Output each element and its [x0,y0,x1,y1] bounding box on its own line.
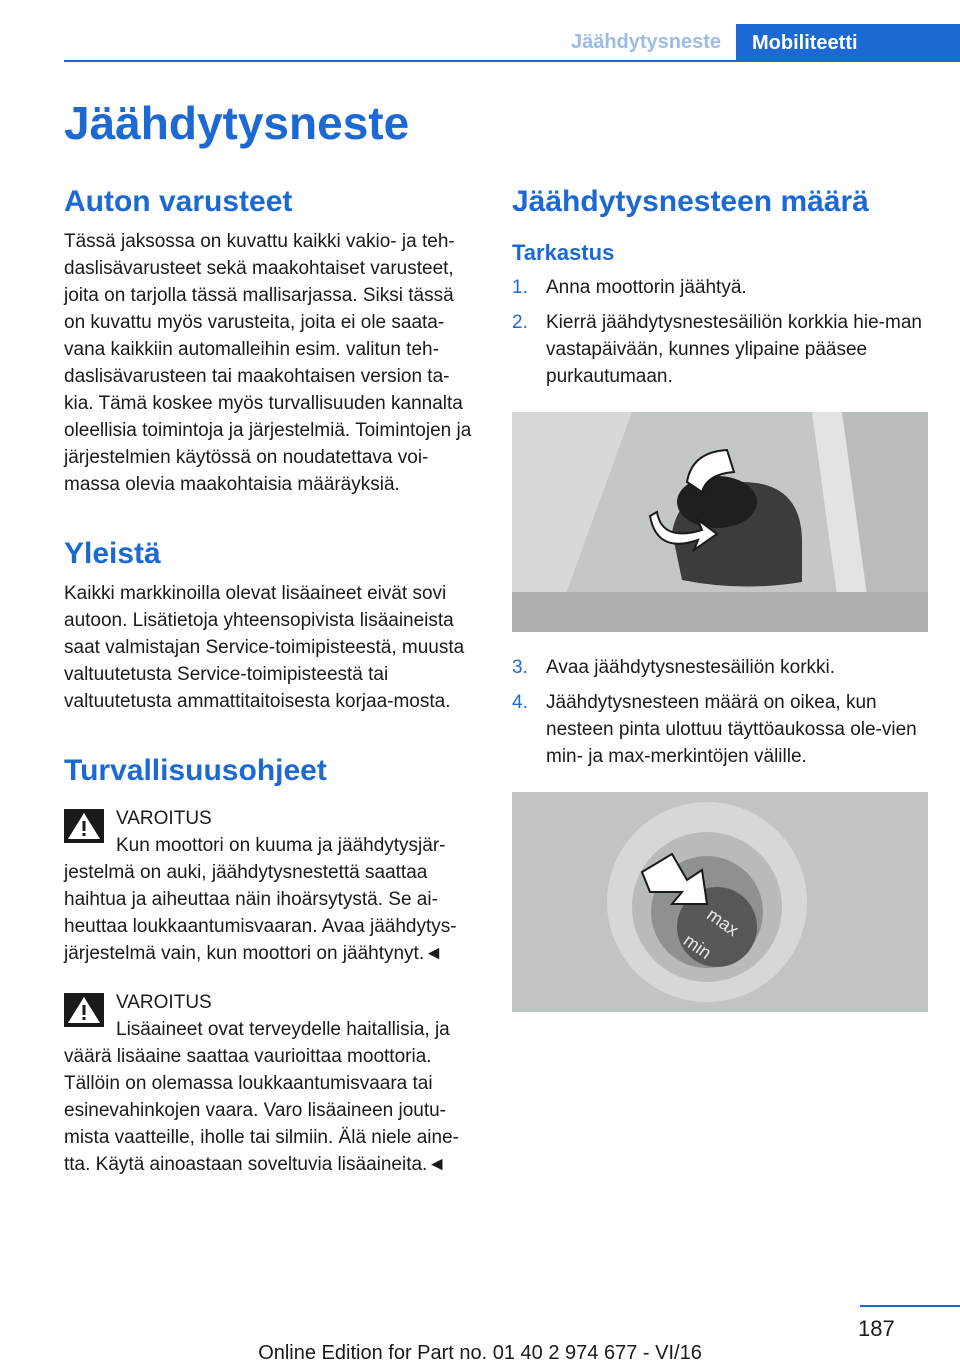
step-number: 3. [512,657,528,678]
warning-label: VAROITUS [116,808,212,829]
page-number: 187 [858,1316,895,1341]
list-item [512,309,928,390]
min-mark: min [679,930,716,964]
max-mark: max [703,904,743,941]
step-text: Jäähdytysnesteen määrä on oikea, kun nesteen pinta ulottuu täyttöaukossa ole-vien min- ja max-merkintöjen välille. [546,692,917,767]
warning-block-1 [64,805,478,967]
step-text: Anna moottorin jäähtyä. [546,277,747,298]
steps-list-a [512,274,928,390]
photo-coolant-cap-turn [512,412,928,632]
online-edition-note: Online Edition for Part no. 01 40 2 974 677 - VI/16 [258,1342,702,1362]
left-column [64,180,478,1178]
vehicle-equipment-text: Tässä jaksossa on kuvattu kaikki vakio- ja teh-daslisävarusteet sekä maakohtaiset varusteet, joita on tarjolla tässä mallisarjassa. Siksi tässä on kuvattu myös varusteita, joita ei ole saata-vana kaikkiin automalleihin esim. valitun teh-daslisävarusteen tai maakohtaisen version ta-kia. Tämä koskee myös turvallisuuden kannalta oleellisia toimintoja ja järjestelmiä. Toimintojen ja järjestelmien käytössä on noudatettava voi-massa olevia maakohtaisia määräyksiä. [64,231,472,495]
warning-triangle-icon [64,809,104,843]
list-item [512,274,928,301]
section-heading-vehicle-equipment: Auton varusteet [64,185,293,218]
step-text: Kierrä jäähdytysnestesäiliön korkkia hie-man vastapäivään, kunnes ylipaine pääsee purkautumaan. [546,312,922,387]
photo-coolant-level-marks [512,792,928,1012]
footer-rule [860,1305,960,1307]
step-number: 1. [512,277,528,298]
warning-text: Kun moottori on kuuma ja jäähdytysjär-jestelmä on auki, jäähdytysnestettä saattaa haihtua ja aiheuttaa näin ihoärsytystä. Se ai-heuttaa loukkaantumisvaaran. Avaa jäähdytys-järjestelmä vain, kun moottori on jäähtynyt.◄ [64,835,457,964]
page-title: Jäähdytysneste [64,97,410,149]
list-item [512,689,928,770]
header-rule [64,60,960,62]
steps-list-b [512,654,928,770]
header-section-label: Jäähdytysneste [570,31,722,53]
warning-triangle-icon [64,993,104,1027]
subheading-check: Tarkastus [512,240,615,265]
warning-block-2 [64,989,478,1178]
section-heading-coolant-level: Jäähdytysnesteen määrä [512,185,869,218]
section-heading-safety: Turvallisuusohjeet [64,754,327,787]
step-number: 4. [512,692,528,713]
header-chapter-tab: Mobiliteetti [736,24,960,62]
section-heading-general: Yleistä [64,537,161,570]
warning-text: Lisäaineet ovat terveydelle haitallisia, ja väärä lisäaine saattaa vaurioittaa moottoria. Tällöin on olemassa loukkaantumisvaara tai esinevahinkojen vaara. Varo lisäaineen joutu-mista vaatteille, iholle tai silmiin. Älä niele aine-tta. Käytä ainoastaan soveltuvia lisäaineita.◄ [64,1019,459,1175]
step-text: Avaa jäähdytysnestesäiliön korkki. [546,657,836,678]
general-text: Kaikki markkinoilla olevat lisäaineet eivät sovi autoon. Lisätietoja yhteensopivista lisäaineista saat valmistajan Service-toimipisteestä, muusta valtuutetusta Service-toimipisteestä tai valtuutetusta ammattitaitoisesta korjaa-mosta. [64,583,465,712]
step-number: 2. [512,312,528,333]
warning-label: VAROITUS [116,992,212,1013]
list-item [512,654,928,681]
right-column [512,180,928,1034]
